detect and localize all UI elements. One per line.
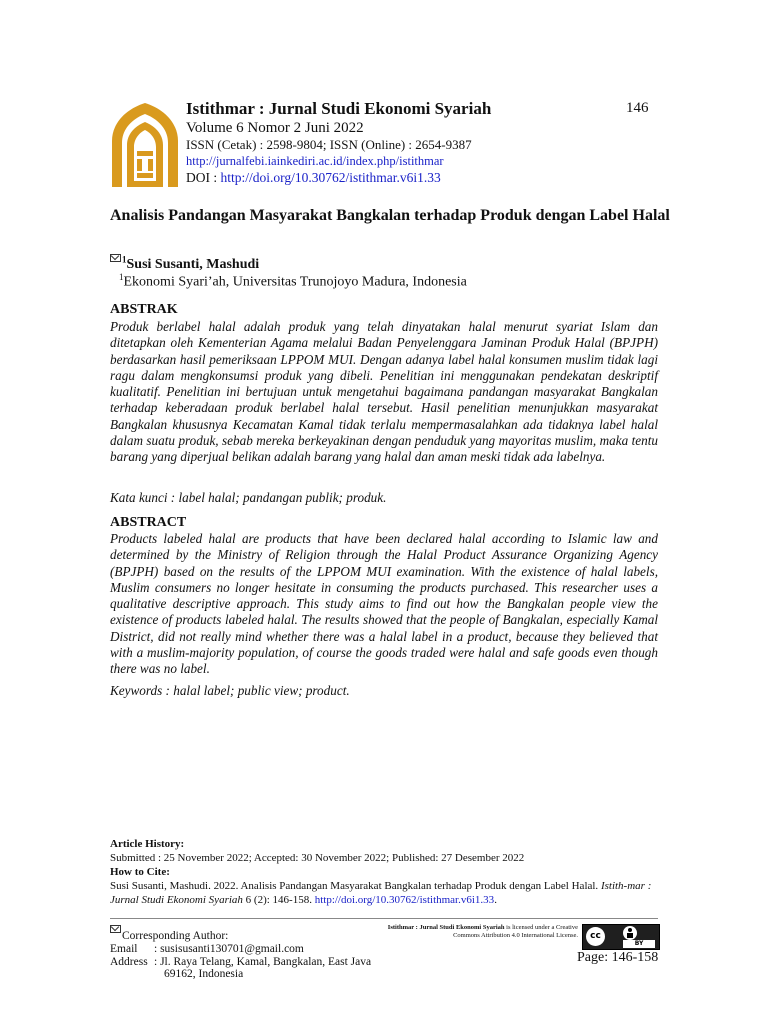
cite-plain: Susi Susanti, Mashudi. 2022. Analisis Pandangan Masyarakat Bangkalan terhadap Produk dengan Label Halal. <box>110 880 601 892</box>
page-range: Page: 146-158 <box>577 950 659 965</box>
abstrak-heading: ABSTRAK <box>110 302 178 317</box>
corr-heading: Corresponding Author: <box>122 930 229 942</box>
journal-issn: ISSN (Cetak) : 2598-9804; ISSN (Online) : 2654-9387 <box>186 137 472 152</box>
cc-icon: cc <box>586 927 605 946</box>
journal-volume: Volume 6 Nomor 2 Juni 2022 <box>186 120 364 136</box>
email-label: Email <box>110 943 138 955</box>
email-value: : susisusanti130701@gmail.com <box>154 943 304 955</box>
abstract-heading: ABSTRACT <box>110 515 187 530</box>
cite-doi-link[interactable]: http://doi.org/10.30762/istithmar.v6i1.33 <box>314 894 495 906</box>
attribution-person-icon <box>623 926 637 940</box>
address-label: Address <box>110 955 148 968</box>
history-heading: Article History: <box>110 838 185 850</box>
doi-label: DOI : <box>186 170 221 185</box>
author-affiliation <box>119 272 467 291</box>
by-label: BY <box>623 940 655 948</box>
license-journal: Istithmar : Jurnal Studi Ekonomi Syariah <box>387 924 505 931</box>
page-number: 146 <box>626 100 649 116</box>
envelope-icon <box>110 254 121 262</box>
envelope-icon <box>110 925 121 933</box>
abstract-text: Products labeled halal are products that have been declared halal according to Islamic law and determined by the Ministry of Religion through the Halal Product Assurance Organizing Agency (BPJPH) based on the results of the LPPOM MUI examination. With the existence of halal labels, Muslim consumers no longer hesitate in consuming the products purchased. This researcher uses a qualitative descriptive approach. This study aims to find out how the Bangkalan people view the existence of products labeled halal. The results showed that the people of Bangkalan, especially Kamal District, did not really mind whether there was a halal label in a product, because they believed that with a muslim-majority population, of course the goods traded were halal and safe goods even though there was no label. <box>110 531 658 677</box>
footer-divider <box>110 918 658 919</box>
cite-end: . <box>494 894 497 906</box>
affiliation-text: Ekonomi Syari’ah, Universitas Trunojoyo Madura, Indonesia <box>123 274 467 290</box>
affiliation-superscript: 1 <box>119 272 124 282</box>
cite-heading: How to Cite: <box>110 866 170 878</box>
author-superscript: 1 <box>122 254 127 265</box>
corresponding-author <box>110 925 371 981</box>
journal-title: Istithmar : Jurnal Studi Ekonomi Syariah <box>186 99 492 118</box>
cc-by-badge[interactable] <box>582 924 660 950</box>
author-names: Susi Susanti, Mashudi <box>126 257 260 272</box>
license-text: is licensed under a Creative Commons Attribution 4.0 International License. <box>453 924 578 939</box>
history-text: Submitted : 25 November 2022; Accepted: 30 November 2022; Published: 27 Desember 2022 <box>110 852 525 864</box>
istithmar-logo-icon <box>110 101 180 187</box>
abstrak-text: Produk berlabel halal adalah produk yang telah dinyatakan halal menurut syariat Islam dan ditetapkan oleh Kementerian Agama melalui Badan Penyelenggara Jaminan Produk Halal (BPJPH) berdasarkan hasil pemeriksaan LPPOM MUI. Dengan adanya label halal konsumen muslim tidak lagi ragu dalam mengkonsumsi produk yang dibeli. Penelitian ini menggunakan pendekatan deskriptif kualitatif. Penelitian ini bertujuan untuk mengetahui bagaimana pandangan masyarakat Bangkalan terhadap keberadaan produk berlabel halal tersebut. Hasil penelitian menunjukkan masyarakat Bangkalan khususnya Kecamatan Kamal tidak terlalu mempermasalahkan ada tidaknya label halal dalam suatu produk, sebab mereka berkeyakinan dengan penduduk yang mayoritas muslim, maka tentu barang yang diperjual belikan adalah barang yang halal dan aman meski tidak ada labelnya. <box>110 319 658 465</box>
cite-journal: Istith-mar : Jurnal Studi Ekonomi Syariah <box>110 880 652 906</box>
address-line1: : Jl. Raya Telang, Kamal, Bangkalan, East Java <box>154 955 372 968</box>
license-notice <box>380 924 578 939</box>
corr-details <box>110 943 371 981</box>
cite-volume: 6 (2): 146-158. <box>242 894 315 906</box>
article-authors <box>110 254 259 273</box>
article-title: Analisis Pandangan Masyarakat Bangkalan terhadap Produk dengan Label Halal <box>110 207 670 224</box>
journal-url-link[interactable]: http://jurnalfebi.iainkediri.ac.id/index.php/istithmar <box>186 154 444 168</box>
journal-header <box>186 99 626 186</box>
journal-doi <box>186 169 626 186</box>
abstract-keywords: Keywords : halal label; public view; product. <box>110 683 350 698</box>
abstrak-keywords: Kata kunci : label halal; pandangan publik; produk. <box>110 490 387 505</box>
address-line2: 69162, Indonesia <box>164 968 244 980</box>
cite-text <box>110 879 658 907</box>
doi-link[interactable]: http://doi.org/10.30762/istithmar.v6i1.33 <box>220 170 441 185</box>
